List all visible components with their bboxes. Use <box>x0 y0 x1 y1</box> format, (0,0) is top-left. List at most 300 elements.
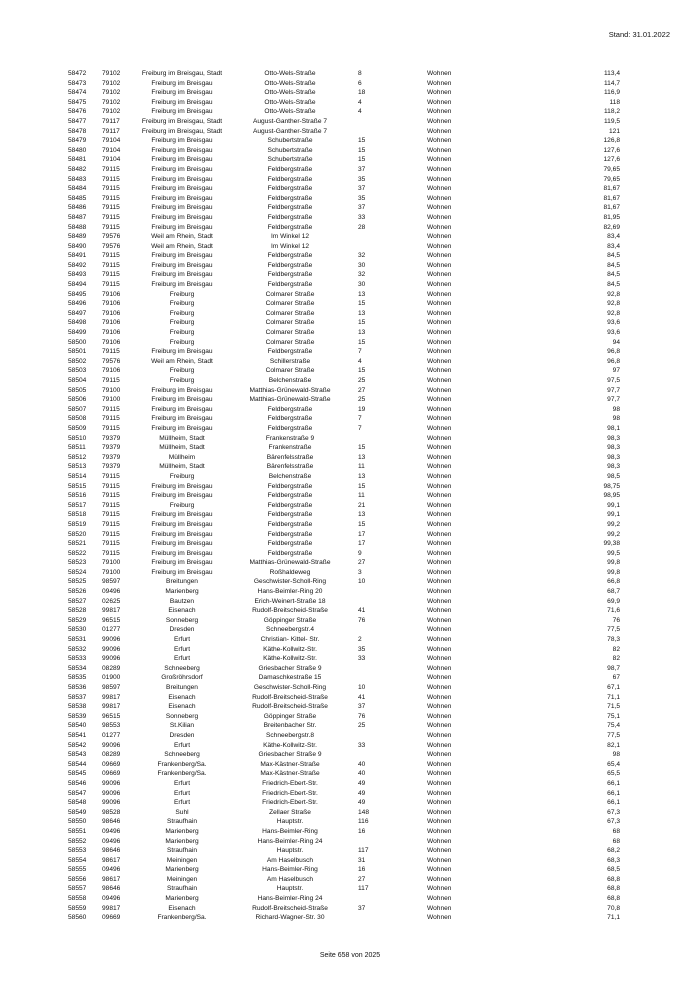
table-row <box>0 79 700 89</box>
row-id: 58499 <box>68 329 87 337</box>
table-row <box>0 539 700 549</box>
row-usage: Wohnen <box>427 98 452 106</box>
row-usage: Wohnen <box>427 636 452 644</box>
row-id: 58540 <box>68 722 87 730</box>
row-plz: 99817 <box>102 904 121 912</box>
row-usage: Wohnen <box>427 818 452 826</box>
row-id: 58551 <box>68 827 87 835</box>
row-id: 58475 <box>68 98 87 106</box>
row-city: Suhl <box>175 808 189 816</box>
row-usage: Wohnen <box>427 914 452 922</box>
row-id: 58557 <box>68 885 87 893</box>
row-street: Breitenbacher Str. <box>263 722 317 730</box>
table-row <box>0 338 700 348</box>
row-value: 82 <box>612 645 620 653</box>
row-plz: 98646 <box>102 818 121 826</box>
row-city: Freiburg im Breisgau <box>151 568 213 576</box>
row-value: 93,6 <box>607 319 620 327</box>
row-value: 67,3 <box>607 808 620 816</box>
table-row <box>0 673 700 683</box>
row-value: 82 <box>612 655 620 663</box>
table-row <box>0 136 700 146</box>
row-id: 58503 <box>68 367 87 375</box>
row-street: Feldbergstraße <box>267 530 313 538</box>
row-plz: 98528 <box>102 808 121 816</box>
row-usage: Wohnen <box>427 520 452 528</box>
row-value: 71,6 <box>607 607 620 615</box>
row-house-number: 25 <box>358 396 366 404</box>
row-city: Freiburg im Breisgau, Stadt <box>141 70 223 77</box>
row-value: 68,8 <box>607 885 620 893</box>
row-id: 58556 <box>68 875 87 883</box>
row-plz: 08289 <box>102 751 121 759</box>
row-id: 58543 <box>68 751 87 759</box>
table-row <box>0 683 700 693</box>
row-plz: 79100 <box>102 396 121 404</box>
row-house-number: 16 <box>358 827 366 835</box>
row-plz: 79102 <box>102 70 121 77</box>
row-value: 114,7 <box>603 79 620 87</box>
row-usage: Wohnen <box>427 530 452 538</box>
row-value: 68,8 <box>607 875 620 883</box>
row-city: Freiburg <box>169 309 195 317</box>
row-value: 96,8 <box>607 348 620 356</box>
row-city: Freiburg <box>169 319 195 327</box>
row-city: Freiburg im Breisgau <box>151 549 213 557</box>
row-plz: 79106 <box>102 290 121 298</box>
row-value: 98,7 <box>607 664 620 672</box>
row-value: 84,5 <box>607 281 620 289</box>
row-house-number: 41 <box>358 693 366 701</box>
table-row <box>0 165 700 175</box>
table-row <box>0 654 700 664</box>
row-house-number: 32 <box>358 271 366 279</box>
row-house-number: 31 <box>358 856 366 864</box>
row-value: 98,75 <box>603 482 620 490</box>
row-usage: Wohnen <box>427 808 452 816</box>
row-plz: 79115 <box>102 511 120 519</box>
row-usage: Wohnen <box>427 204 452 212</box>
row-id: 58502 <box>68 357 87 365</box>
row-city: Freiburg im Breisgau <box>151 223 213 231</box>
row-plz: 79100 <box>102 386 121 394</box>
row-value: 92,8 <box>607 290 620 298</box>
row-plz: 08289 <box>102 664 121 672</box>
row-street: Matthias-Grünewald-Straße <box>249 386 331 394</box>
row-house-number: 32 <box>358 252 366 260</box>
table-row <box>0 568 700 578</box>
row-plz: 79115 <box>102 530 120 538</box>
table-row <box>0 117 700 127</box>
row-plz: 79115 <box>102 482 120 490</box>
row-value: 66,1 <box>607 779 620 787</box>
row-value: 99,1 <box>607 511 620 519</box>
row-street: Matthias-Grünewald-Straße <box>249 396 331 404</box>
row-usage: Wohnen <box>427 760 452 768</box>
row-id: 58504 <box>68 377 87 384</box>
row-plz: 79115 <box>102 213 120 221</box>
table-row <box>0 242 700 252</box>
row-id: 58530 <box>68 626 87 634</box>
table-row <box>0 875 700 885</box>
row-value: 94 <box>612 338 620 346</box>
row-street: Am Haselbusch <box>266 875 314 883</box>
row-street: Friedrich-Ebert-Str. <box>262 779 318 787</box>
row-usage: Wohnen <box>427 482 452 490</box>
table-row <box>0 309 700 319</box>
row-id: 58517 <box>68 501 87 509</box>
row-usage: Wohnen <box>427 703 452 711</box>
row-house-number: 33 <box>358 655 366 663</box>
row-house-number: 15 <box>358 444 366 452</box>
row-plz: 79115 <box>102 223 120 231</box>
row-id: 58537 <box>68 693 87 701</box>
row-usage: Wohnen <box>427 856 452 864</box>
row-city: Freiburg im Breisgau <box>151 261 213 269</box>
row-city: Freiburg im Breisgau, Stadt <box>141 117 223 125</box>
table-row <box>0 884 700 894</box>
row-street: Schubertstraße <box>267 137 313 145</box>
row-usage: Wohnen <box>427 866 452 874</box>
row-value: 68,8 <box>607 895 620 903</box>
row-plz: 09496 <box>102 837 121 845</box>
row-plz: 79104 <box>102 137 121 145</box>
row-city: Breitungen <box>166 684 198 691</box>
row-plz: 09496 <box>102 827 121 835</box>
table-row <box>0 817 700 827</box>
table-row <box>0 290 700 300</box>
row-city: Freiburg im Breisgau <box>151 530 213 538</box>
row-value: 75,4 <box>607 722 620 730</box>
row-plz: 79379 <box>102 453 121 461</box>
row-value: 68,2 <box>607 847 620 855</box>
row-usage: Wohnen <box>427 616 452 624</box>
row-city: Freiburg <box>169 290 195 298</box>
row-house-number: 76 <box>358 616 366 624</box>
row-street: Hauptstr. <box>276 818 304 826</box>
row-usage: Wohnen <box>427 194 452 202</box>
row-house-number: 148 <box>358 808 370 816</box>
row-plz: 99817 <box>102 703 121 711</box>
row-city: Freiburg im Breisgau <box>151 405 213 413</box>
row-id: 58535 <box>68 674 87 682</box>
row-street: Im Winkel 12 <box>270 233 310 241</box>
row-usage: Wohnen <box>427 626 452 634</box>
row-street: Geschwister-Scholl-Ring <box>253 684 327 691</box>
row-value: 98,3 <box>607 434 620 442</box>
row-value: 78,3 <box>607 636 620 644</box>
row-usage: Wohnen <box>427 578 452 586</box>
row-city: Erfurt <box>173 789 191 797</box>
row-street: Feldbergstraße <box>267 185 313 193</box>
row-value: 99,8 <box>607 568 620 576</box>
row-house-number: 15 <box>358 367 366 375</box>
row-usage: Wohnen <box>427 252 452 260</box>
row-usage: Wohnen <box>427 117 452 125</box>
row-street: Feldbergstraße <box>267 281 313 289</box>
row-id: 58492 <box>68 261 87 269</box>
table-row <box>0 712 700 722</box>
table-row <box>0 731 700 741</box>
row-house-number: 117 <box>358 885 369 893</box>
row-value: 77,5 <box>607 626 620 634</box>
row-house-number: 7 <box>358 415 362 423</box>
row-city: Erfurt <box>173 636 191 644</box>
row-id: 58510 <box>68 434 87 442</box>
row-value: 99,5 <box>607 549 620 557</box>
row-usage: Wohnen <box>427 779 452 787</box>
row-value: 68 <box>612 827 620 835</box>
row-id: 58528 <box>68 607 87 615</box>
row-id: 58477 <box>68 117 87 125</box>
row-plz: 79117 <box>102 127 120 135</box>
row-id: 58479 <box>68 137 87 145</box>
row-street: Göppinger Straße <box>263 712 317 720</box>
row-usage: Wohnen <box>427 847 452 855</box>
row-plz: 96515 <box>102 712 121 720</box>
row-plz: 79115 <box>102 405 120 413</box>
row-value: 84,5 <box>607 252 620 260</box>
table-row <box>0 366 700 376</box>
row-city: Meiningen <box>166 875 198 883</box>
row-street: Feldbergstraße <box>267 261 313 269</box>
row-street: Feldbergstraße <box>267 204 313 212</box>
row-usage: Wohnen <box>427 549 452 557</box>
table-row <box>0 175 700 185</box>
row-value: 99,8 <box>607 559 620 567</box>
table-row <box>0 664 700 674</box>
row-id: 58526 <box>68 588 87 596</box>
row-house-number: 17 <box>358 530 366 538</box>
row-usage: Wohnen <box>427 329 452 337</box>
table-row <box>0 549 700 559</box>
row-value: 98 <box>612 415 620 423</box>
row-value: 118,2 <box>603 108 620 116</box>
row-id: 58513 <box>68 463 87 471</box>
table-row <box>0 789 700 799</box>
row-usage: Wohnen <box>427 674 452 682</box>
page-number: Seite 658 von 2025 <box>319 952 381 959</box>
table-row <box>0 434 700 444</box>
row-plz: 79106 <box>102 367 121 375</box>
table-row <box>0 501 700 511</box>
row-value: 68,7 <box>607 588 620 596</box>
row-id: 58547 <box>68 789 87 797</box>
row-plz: 79115 <box>102 501 120 509</box>
row-value: 92,8 <box>607 309 620 317</box>
row-usage: Wohnen <box>427 588 452 596</box>
row-city: Breitungen <box>166 578 198 586</box>
row-value: 84,5 <box>607 261 620 269</box>
row-id: 58533 <box>68 655 87 663</box>
table-row <box>0 376 700 386</box>
table-row <box>0 251 700 261</box>
row-city: Freiburg im Breisgau <box>151 540 213 548</box>
row-street: Otto-Wels-Straße <box>264 70 316 77</box>
row-value: 84,5 <box>607 271 620 279</box>
row-usage: Wohnen <box>427 223 452 231</box>
row-house-number: 15 <box>358 319 366 327</box>
row-plz: 79576 <box>102 242 121 250</box>
row-id: 58498 <box>68 319 87 327</box>
row-city: Freiburg im Breisgau, Stadt <box>141 127 223 135</box>
row-id: 58506 <box>68 396 87 404</box>
row-usage: Wohnen <box>427 185 452 193</box>
row-plz: 79115 <box>102 281 120 289</box>
row-house-number: 49 <box>358 779 366 787</box>
row-street: Feldbergstraße <box>267 540 313 548</box>
row-usage: Wohnen <box>427 511 452 519</box>
row-id: 58538 <box>68 703 87 711</box>
row-value: 71,5 <box>607 703 620 711</box>
row-id: 58553 <box>68 847 87 855</box>
row-house-number: 19 <box>358 405 366 413</box>
row-usage: Wohnen <box>427 309 452 317</box>
row-usage: Wohnen <box>427 895 452 903</box>
row-house-number: 49 <box>358 789 366 797</box>
row-plz: 79100 <box>102 568 121 576</box>
table-row <box>0 904 700 914</box>
row-house-number: 13 <box>358 453 366 461</box>
stand-date: Stand: 31.01.2022 <box>608 30 670 39</box>
row-value: 98,5 <box>607 472 620 480</box>
row-id: 58555 <box>68 866 87 874</box>
row-city: Marienberg <box>165 827 199 835</box>
row-house-number: 11 <box>358 463 365 471</box>
row-plz: 79576 <box>102 357 121 365</box>
row-street: Schneebergstr.4 <box>265 626 315 634</box>
table-row <box>0 635 700 645</box>
row-usage: Wohnen <box>427 875 452 883</box>
row-usage: Wohnen <box>427 367 452 375</box>
row-id: 58490 <box>68 242 87 250</box>
row-plz: 79115 <box>102 252 120 260</box>
table-row <box>0 232 700 242</box>
row-usage: Wohnen <box>427 137 452 145</box>
row-house-number: 15 <box>358 300 366 308</box>
row-usage: Wohnen <box>427 559 452 567</box>
row-street: Schillerstraße <box>269 357 311 365</box>
row-usage: Wohnen <box>427 319 452 327</box>
table-row <box>0 405 700 415</box>
row-id: 58493 <box>68 271 87 279</box>
row-plz: 79115 <box>102 165 120 173</box>
row-plz: 99817 <box>102 693 121 701</box>
table-row <box>0 69 700 79</box>
row-city: Freiburg <box>169 367 195 375</box>
row-plz: 98617 <box>102 856 121 864</box>
table-row <box>0 482 700 492</box>
row-house-number: 13 <box>358 309 366 317</box>
row-street: Hans-Beimler-Ring <box>262 866 318 874</box>
row-street: Feldbergstraße <box>267 501 313 509</box>
row-usage: Wohnen <box>427 108 452 116</box>
row-house-number: 35 <box>358 194 366 202</box>
row-usage: Wohnen <box>427 837 452 845</box>
table-row <box>0 491 700 501</box>
row-city: Marienberg <box>165 895 199 903</box>
row-usage: Wohnen <box>427 242 452 250</box>
row-usage: Wohnen <box>427 684 452 691</box>
row-house-number: 27 <box>358 875 366 883</box>
row-value: 71,1 <box>607 914 620 922</box>
row-city: Freiburg im Breisgau <box>151 108 213 116</box>
row-id: 58481 <box>68 156 87 164</box>
row-plz: 79106 <box>102 338 121 346</box>
row-id: 58522 <box>68 549 87 557</box>
row-id: 58494 <box>68 281 87 289</box>
row-city: Eisenach <box>168 607 196 615</box>
row-usage: Wohnen <box>427 213 452 221</box>
row-street: Colmarer Straße <box>265 367 315 375</box>
row-usage: Wohnen <box>427 751 452 759</box>
row-usage: Wohnen <box>427 463 452 471</box>
table-row <box>0 146 700 156</box>
row-value: 69,9 <box>607 597 620 605</box>
row-id: 58521 <box>68 540 87 548</box>
row-house-number: 2 <box>358 636 362 644</box>
row-street: Feldbergstraße <box>267 549 313 557</box>
row-plz: 79115 <box>102 194 120 202</box>
row-value: 81,67 <box>603 194 620 202</box>
row-usage: Wohnen <box>427 472 452 480</box>
row-house-number: 3 <box>358 568 362 576</box>
row-house-number: 37 <box>358 204 366 212</box>
row-street: August-Ganther-Straße 7 <box>252 127 328 135</box>
table-row <box>0 721 700 731</box>
row-house-number: 49 <box>358 799 366 807</box>
row-value: 82,69 <box>603 223 620 231</box>
row-value: 127,6 <box>603 146 620 154</box>
row-plz: 79102 <box>102 108 121 116</box>
row-house-number: 35 <box>358 175 366 183</box>
row-usage: Wohnen <box>427 799 452 807</box>
row-street: Colmarer Straße <box>265 329 315 337</box>
row-plz: 98553 <box>102 722 121 730</box>
row-house-number: 10 <box>358 684 366 691</box>
row-street: Max-Kästner-Straße <box>260 770 320 778</box>
row-value: 70,8 <box>607 904 620 912</box>
row-plz: 79100 <box>102 559 121 567</box>
row-house-number: 37 <box>358 165 366 173</box>
row-street: Schubertstraße <box>267 146 313 154</box>
row-usage: Wohnen <box>427 444 452 452</box>
row-value: 65,4 <box>607 760 620 768</box>
row-city: Freiburg im Breisgau <box>151 213 213 221</box>
row-plz: 02625 <box>102 597 121 605</box>
row-plz: 79106 <box>102 319 121 327</box>
row-city: Weil am Rhein, Stadt <box>151 357 213 365</box>
row-id: 58476 <box>68 108 87 116</box>
row-street: Feldbergstraße <box>267 520 313 528</box>
row-house-number: 40 <box>358 760 366 768</box>
row-street: Bärenfelsstraße <box>266 463 314 471</box>
row-id: 58514 <box>68 472 87 480</box>
row-id: 58509 <box>68 424 87 432</box>
row-city: Marienberg <box>165 837 199 845</box>
row-house-number: 37 <box>358 904 366 912</box>
row-value: 127,6 <box>603 156 620 164</box>
table-row <box>0 155 700 165</box>
row-id: 58496 <box>68 300 87 308</box>
row-street: Feldbergstraße <box>267 424 313 432</box>
row-id: 58559 <box>68 904 87 912</box>
row-city: Freiburg <box>169 329 195 337</box>
row-usage: Wohnen <box>427 453 452 461</box>
row-value: 67,3 <box>607 818 620 826</box>
row-id: 58489 <box>68 233 87 241</box>
row-value: 99,2 <box>607 520 620 528</box>
